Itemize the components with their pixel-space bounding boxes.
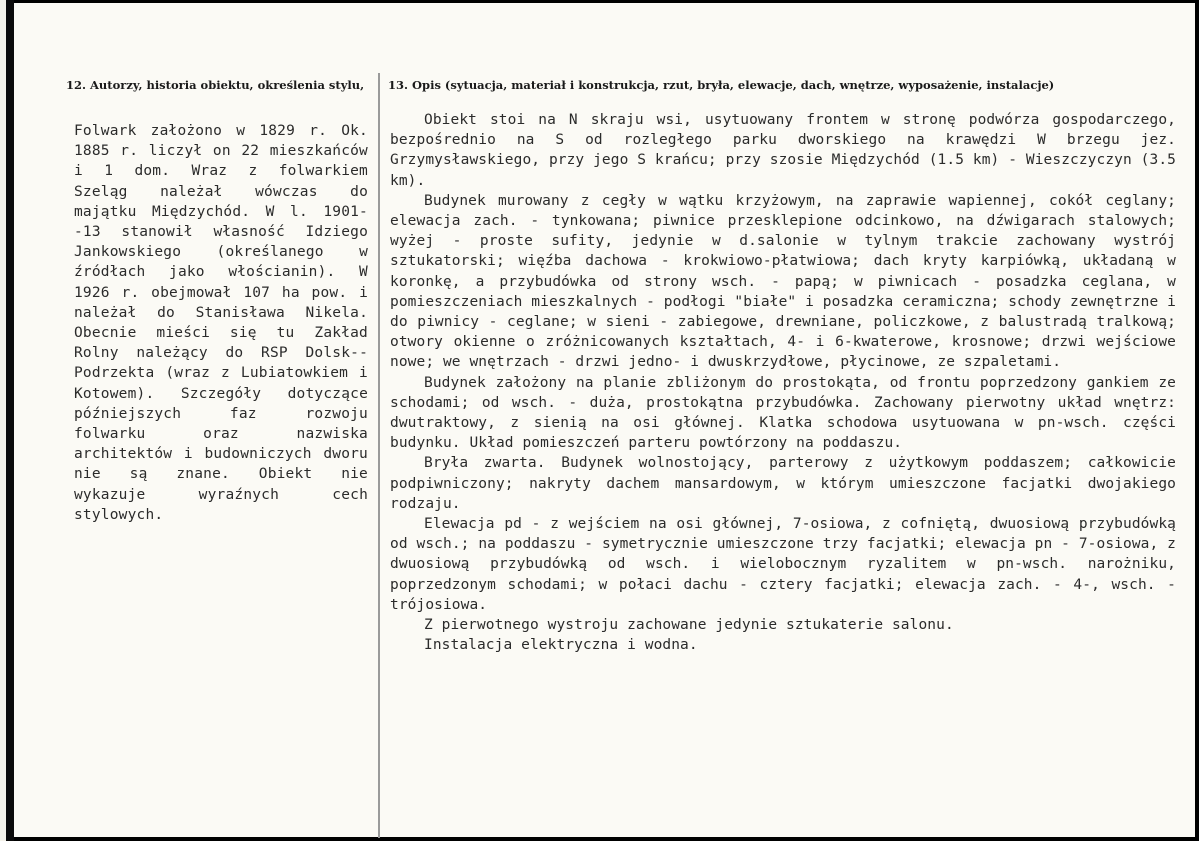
description-paragraph: Budynek założony na planie zbliżonym do prostokąta, od frontu poprzedzony gankiem ze schodami; od wsch. - duża, prostokątna przybudówka. Zachowany pierwotny układ wnętrz: dwutraktowy, z sienią na osi głównej. Klatka schodowa usytuowana w pn-wsch. części budynku. Układ pomieszczeń parteru powtórzony na poddaszu. bbox=[390, 374, 1176, 452]
document-sheet bbox=[14, 3, 1195, 837]
description-text bbox=[390, 110, 1176, 655]
description-paragraph: Budynek murowany z cegły w wątku krzyżowym, na zaprawie wapiennej, cokół ceglany; elewacja zach. - tynkowana; piwnice przesklepione odcinkowo, na dźwigarach stalowych; wyżej - proste sufity, jedynie w d.salonie w tylnym trakcie zachowany wystrój sztukatorski; więźba dachowa - krokwiowo-płatwiowa; dach kryty karpiówką, układaną w koronkę, a przybudówka od strony wsch. - papą; w piwnicach - posadzka ceglana, w pomieszczeniach mieszkalnych - podłogi "białe" i posadzka ceramiczna; schody zewnętrzne i do piwnicy - ceglane; w sieni - zabiegowe, drewniane, policzkowe, z balustradą tralkową; otwory okienne o zróżnicowanych kształtach, 4- i 6-kwaterowe, krosnowe; drzwi wejściowe nowe; we wnętrzach - drzwi jedno- i dwuskrzydłowe, płycinowe, ze szpaletami. bbox=[390, 192, 1176, 371]
section-12-header: 12. Autorzy, historia obiektu, określenia stylu, bbox=[66, 78, 365, 92]
description-paragraph: Bryła zwarta. Budynek wolnostojący, parterowy z użytkowym poddaszem; całkowicie podpiwniczony; nakryty dachem mansardowym, w którym umieszczone facjatki dwojakiego rodzaju. bbox=[390, 455, 1176, 512]
scan-edge-line bbox=[0, 0, 6, 841]
history-text: Folwark założono w 1829 r. Ok. 1885 r. liczył on 22 mieszkańców i 1 dom. Wraz z folwarkiem Szeląg należał wówczas do majątku Międzychód. W l. 1901--13 stanowił własność Idziego Jankowskiego (określanego w źródłach jako włościanin). W 1926 r. obejmował 107 ha pow. i należał do Stanisława Nikela. Obecnie mieści się tu Zakład Rolny należący do RSP Dolsk--Podrzekta (wraz z Lubiatowkiem i Kotowem). Szczegóły dotyczące późniejszych faz rozwoju folwarku oraz nazwiska architektów i budowniczych dworu nie są znane. Obiekt nie wykazuje wyraźnych cech stylowych. bbox=[74, 123, 368, 523]
description-paragraph: Elewacja pd - z wejściem na osi głównej, 7-osiowa, z cofniętą, dwuosiową przybudówką od wsch.; na poddaszu - symetrycznie umieszczone trzy facjatki; elewacja pn - 7-osiowa, z dwuosiową przybudówką od wsch. i wielobocznym ryzalitem w pn-wsch. narożniku, poprzedzonym schodami; w połaci dachu - cztery facjatki; elewacja zach. - 4-, wsch. - trójosiowa. bbox=[390, 516, 1176, 613]
description-paragraph: Z pierwotnego wystroju zachowane jedynie sztukaterie salonu. bbox=[424, 617, 954, 634]
description-paragraph: Instalacja elektryczna i wodna. bbox=[424, 637, 698, 654]
description-paragraph: Obiekt stoi na N skraju wsi, usytuowany frontem w stronę podwórza gospodarczego, bezpośrednio na S od rozległego parku dworskiego na krawędzi W brzegu jez. Grzymysławskiego, przy jego S krańcu; przy szosie Międzychód (1.5 km) - Wieszczyczyn (3.5 km). bbox=[390, 112, 1176, 189]
column-divider bbox=[378, 73, 380, 838]
section-13-header: 13. Opis (sytuacja, materiał i konstrukcja, rzut, bryła, elewacje, dach, wnętrze, wyposażenie, instalacje) bbox=[388, 78, 1055, 92]
scan-left-edge bbox=[0, 0, 14, 841]
